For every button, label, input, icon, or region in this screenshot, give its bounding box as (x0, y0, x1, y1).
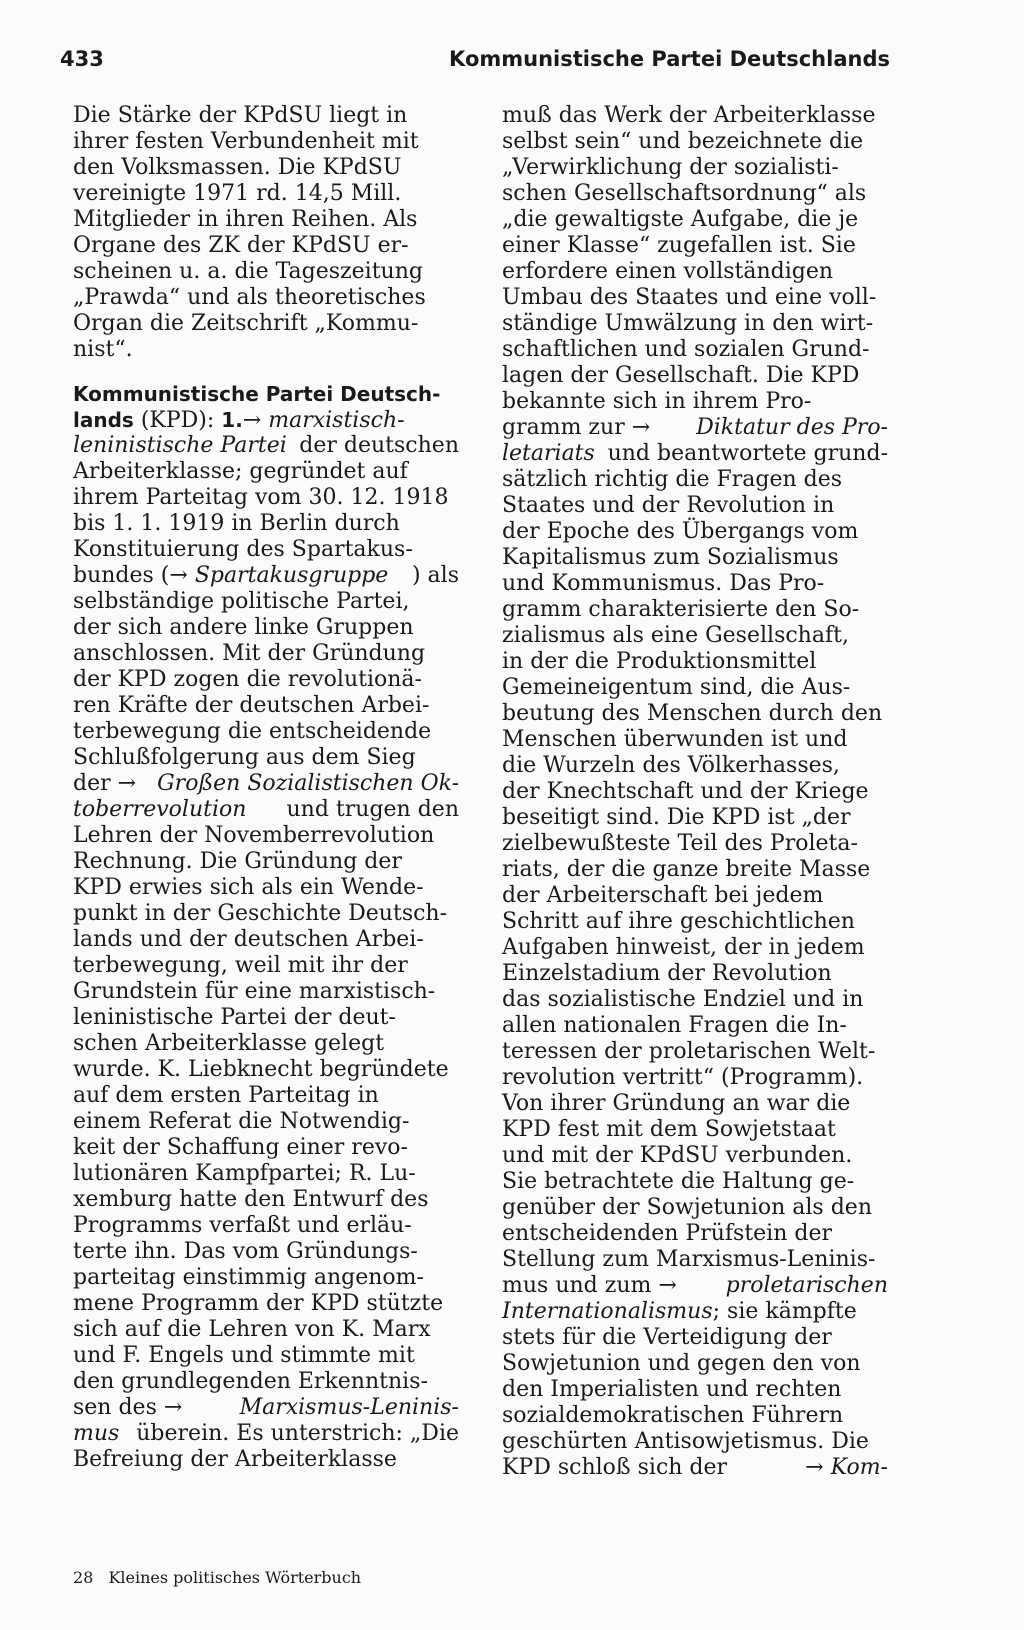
cross-reference: Internationalismus (502, 1299, 713, 1324)
text-line: Organ die Zeitschrift „Kommu- (73, 311, 419, 336)
text-line: ihrer festen Verbundenheit mit (73, 129, 419, 154)
text-line: sen des → Marxismus-Leninis- (73, 1395, 459, 1420)
page-number: 433 (60, 47, 104, 71)
text-line: genüber der Sowjetunion als den (502, 1195, 872, 1220)
book-title: Kleines politisches Wörterbuch (108, 1568, 362, 1587)
text-line: ständige Umwälzung in den wirt- (502, 311, 874, 336)
text-line: selbständige politische Partei, (73, 589, 410, 614)
text-line: mus und zum → proletarischen (502, 1273, 888, 1298)
text-line: KPD erwies sich als ein Wende- (73, 875, 424, 900)
cross-reference: Spartakusgruppe (194, 563, 389, 588)
text-line: Internationalismus; sie kämpfte (502, 1299, 857, 1324)
text-line: und Kommunismus. Das Pro- (502, 571, 825, 596)
cross-reference: Diktatur des Pro- (696, 415, 888, 440)
text-line: Mitglieder in ihren Reihen. Als (73, 207, 418, 232)
arrow-icon: → (631, 415, 651, 440)
signature-mark: 28 (73, 1568, 94, 1587)
text-line: den Imperialisten und rechten (502, 1377, 842, 1402)
text-line: und mit der KPdSU verbunden. (502, 1143, 853, 1168)
text-line: letariats und beantwortete grund- (502, 441, 888, 466)
text-line: lands und der deutschen Arbei- (73, 927, 424, 952)
text-line: und F. Engels und stimmte mit (73, 1343, 415, 1368)
text-line: beseitigt sind. Die KPD ist „der (502, 805, 851, 830)
text-line: revolution vertritt“ (Programm). (502, 1065, 864, 1090)
cross-reference: marxistisch- (268, 408, 405, 433)
text-line: bis 1. 1. 1919 in Berlin durch (73, 511, 400, 536)
text-line: entscheidenden Prüfstein der (502, 1221, 832, 1246)
left-column (73, 103, 459, 1473)
text-line: bekannte sich in ihrem Pro- (502, 389, 812, 414)
text-line: geschürten Antisowjetismus. Die (502, 1429, 869, 1454)
text-line: schen Gesellschaftsordnung“ als (502, 181, 867, 206)
text-line: „Prawda“ und als theoretisches (73, 285, 426, 310)
text-line: KPD fest mit dem Sowjetstaat (502, 1117, 836, 1142)
text-line: Schlußfolgerung aus dem Sieg (73, 745, 416, 770)
cross-reference: proletarischen (725, 1273, 888, 1298)
text-line: anschlossen. Mit der Gründung (73, 641, 426, 666)
text-line: erfordere einen vollständigen (502, 259, 834, 284)
text-line: in der die Produktionsmittel (502, 649, 817, 674)
text-line: wurde. K. Liebknecht begründete (73, 1057, 449, 1082)
text-line: lagen der Gesellschaft. Die KPD (502, 363, 860, 388)
cross-reference: toberrevolution (73, 797, 247, 822)
text-line: parteitag einstimmig angenom- (73, 1265, 424, 1290)
text-line: einem Referat die Notwendig- (73, 1109, 410, 1134)
text-line: stets für die Verteidigung der (502, 1325, 832, 1350)
text-line: der KPD zogen die revolutionä- (73, 667, 422, 692)
entry-heading: Kommunistische Partei Deutsch- (73, 382, 441, 406)
arrow-icon: → (169, 563, 188, 588)
text-line: den grundlegenden Erkenntnis- (73, 1369, 428, 1394)
text-line: den Volksmassen. Die KPdSU (73, 155, 402, 180)
text-line: Menschen überwunden ist und (502, 727, 848, 752)
cross-reference: mus (73, 1421, 120, 1446)
cross-reference: letariats (502, 441, 595, 466)
text-line: mus überein. Es unterstrich: „Die (73, 1421, 459, 1446)
text-line: Sowjetunion und gegen den von (502, 1351, 861, 1376)
text-line: Stellung zum Marxismus-Leninis- (502, 1247, 876, 1272)
text-line: riats, der die ganze breite Masse (502, 857, 871, 882)
text-line: Lehren der Novemberrevolution (73, 823, 435, 848)
text-line: Grundstein für eine marxistisch- (73, 979, 436, 1004)
text-line: Kapitalismus zum Sozialismus (502, 545, 839, 570)
text-line: muß das Werk der Arbeiterklasse (502, 103, 876, 128)
cross-reference: Marxismus-Leninis- (239, 1395, 459, 1420)
text-line: scheinen u. a. die Tageszeitung (73, 259, 423, 284)
text-line: terte ihn. Das vom Gründungs- (73, 1239, 418, 1264)
text-line: Schritt auf ihre geschichtlichen (502, 909, 855, 934)
text-line: Einzelstadium der Revolution (502, 961, 832, 986)
arrow-icon: → (658, 1273, 677, 1298)
text-line: „die gewaltigste Aufgabe, die je (502, 207, 859, 232)
arrow-icon: → (117, 771, 137, 796)
text-line: leninistische Partei der deut- (73, 1005, 396, 1030)
text-line: schen Arbeiterklasse gelegt (73, 1031, 385, 1056)
text-line: Aufgaben hinweist, der in jedem (502, 935, 865, 960)
text-line: Rechnung. Die Gründung der (73, 849, 402, 874)
text-line: Von ihrer Gründung an war die (502, 1091, 851, 1116)
text-line: sich auf die Lehren von K. Marx (73, 1317, 431, 1342)
text-line: selbst sein“ und bezeichnete die (502, 129, 864, 154)
text-line: ren Kräfte der deutschen Arbei- (73, 693, 430, 718)
text-line: zialismus als eine Gesellschaft, (502, 623, 849, 648)
text-line: teressen der proletarischen Welt- (502, 1039, 876, 1064)
text-line: nist“. (73, 337, 133, 362)
text-line: schaftlichen und sozialen Grund- (502, 337, 870, 362)
text-line: toberrevolution und trugen den (73, 797, 459, 822)
text-line: zielbewußteste Teil des Proleta- (502, 831, 858, 856)
text-line: allen nationalen Fragen die In- (502, 1013, 847, 1038)
text-line: der sich andere linke Gruppen (73, 615, 414, 640)
text-line: punkt in der Geschichte Deutsch- (73, 901, 448, 926)
text-line: die Wurzeln des Völkerhasses, (502, 753, 840, 778)
text-line: lutionären Kampfpartei; R. Lu- (73, 1161, 416, 1186)
text-line: der Arbeiterschaft bei jedem (502, 883, 824, 908)
text-line: lands (KPD): 1.→ marxistisch- (73, 408, 405, 433)
text-line: leninistische Partei der deutschen (73, 433, 459, 458)
text-line: Arbeiterklasse; gegründet auf (73, 459, 408, 484)
arrow-icon: → (163, 1395, 183, 1420)
text-line: mene Programm der KPD stützte (73, 1291, 444, 1316)
text-line: sätzlich richtig die Fragen des (502, 467, 843, 492)
text-line: sozialdemokratischen Führern (502, 1403, 844, 1428)
text-line: Sie betrachtete die Haltung ge- (502, 1169, 855, 1194)
cross-reference: leninistische Partei (73, 433, 287, 458)
text-line: Umbau des Staates und eine voll- (502, 285, 877, 310)
text-line: KPD schloß sich der → Kom- (502, 1455, 888, 1480)
text-line: Konstituierung des Spartakus- (73, 537, 413, 562)
text-line: gramm zur → Diktatur des Pro- (502, 415, 888, 440)
text-line: der → Großen Sozialistischen Ok- (73, 771, 459, 796)
text-line: der Knechtschaft und der Kriege (502, 779, 869, 804)
text-line: auf dem ersten Parteitag in (73, 1083, 379, 1108)
cross-reference: Großen Sozialistischen Ok- (157, 771, 459, 796)
text-line: Die Stärke der KPdSU liegt in (73, 103, 408, 128)
text-line: der Epoche des Übergangs vom (502, 519, 859, 544)
text-line: Befreiung der Arbeiterklasse (73, 1447, 397, 1472)
text-line: keit der Schaffung einer revo- (73, 1135, 408, 1160)
right-column (502, 103, 888, 1481)
text-line: Organe des ZK der KPdSU er- (73, 233, 409, 258)
cross-reference: Kom- (830, 1455, 888, 1480)
page-footer (73, 1568, 371, 1587)
arrow-icon: → (242, 408, 262, 433)
text-line: Gemeineigentum sind, die Aus- (502, 675, 851, 700)
page-header (60, 42, 890, 82)
text-line: beutung des Menschen durch den (502, 701, 883, 726)
text-line: vereinigte 1971 rd. 14,5 Mill. (73, 181, 402, 206)
text-line: Staates und der Revolution in (502, 493, 835, 518)
text-line: gramm charakterisierte den So- (502, 597, 860, 622)
running-head: Kommunistische Partei Deutschlands (449, 47, 890, 71)
text-line: das sozialistische Endziel und in (502, 987, 864, 1012)
text-line: einer Klasse“ zugefallen ist. Sie (502, 233, 856, 258)
text-line: terbewegung die entscheidende (73, 719, 432, 744)
text-line: xemburg hatte den Entwurf des (73, 1187, 429, 1212)
text-line: terbewegung, weil mit ihr der (73, 953, 408, 978)
text-line: bundes (→ Spartakusgruppe ) als (73, 563, 459, 588)
text-line: ihrem Parteitag vom 30. 12. 1918 (73, 485, 449, 510)
text-line: Programms verfaßt und erläu- (73, 1213, 412, 1238)
text-line: „Verwirklichung der sozialisti- (502, 155, 839, 180)
arrow-icon: → (805, 1455, 824, 1480)
